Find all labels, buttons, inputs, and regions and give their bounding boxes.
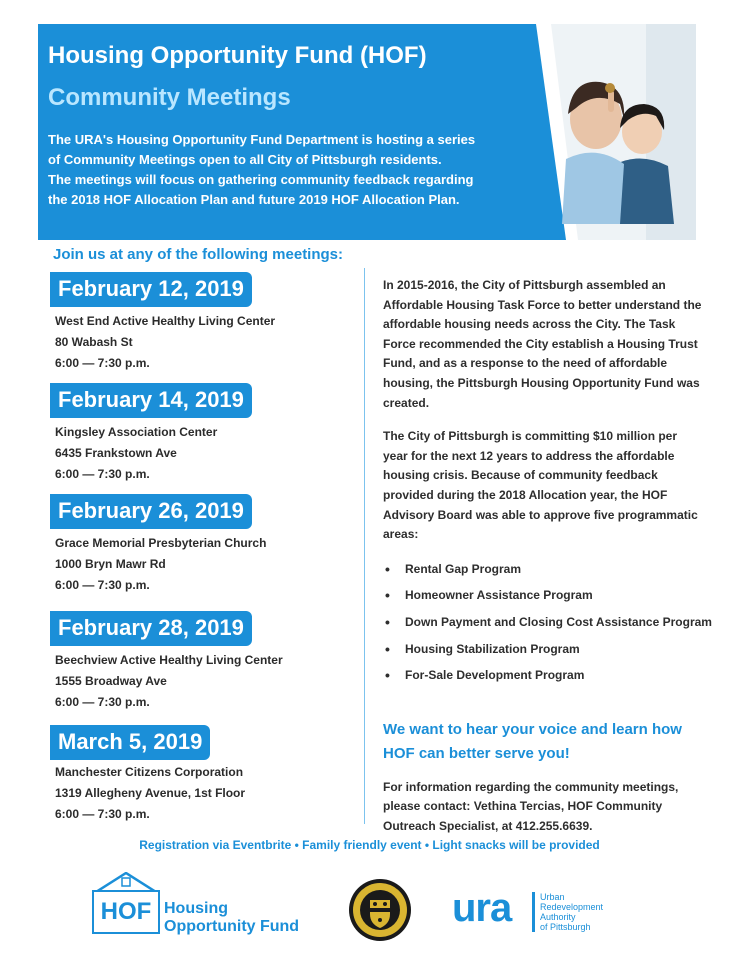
meeting-venue: West End Active Healthy Living Center [55, 314, 276, 328]
program-item: • Homeowner Assistance Program [383, 585, 703, 612]
meeting-time: 6:00 — 7:30 p.m. [55, 467, 150, 481]
meeting-item [50, 611, 350, 713]
ura-logo-mark: ura [452, 886, 512, 930]
program-item: • Housing Stabilization Program [383, 639, 703, 666]
header-banner [38, 24, 696, 240]
house-roof-icon [96, 872, 156, 892]
program-list [383, 559, 712, 692]
ura-logo-line: of Pittsburgh [540, 922, 591, 932]
hof-logo-line: Housing [164, 900, 228, 917]
meeting-venue: Grace Memorial Presbyterian Church [55, 536, 267, 550]
meeting-date: February 26, 2019 [50, 494, 252, 529]
program-item: • Rental Gap Program [383, 559, 703, 586]
info-paragraph: In 2015-2016, the City of Pittsburgh assembled an Affordable Housing Task Force to better understand the affordable housing needs across the City. The Task Force recommended the City establish a Housing Trust Fund, and as a response to the need of affordable housing, the Pittsburgh Housing Opportunity Fund was created. [383, 278, 702, 410]
join-heading: Join us at any of the following meetings: [53, 246, 344, 263]
ura-logo [452, 888, 632, 938]
hof-logo-text [164, 900, 299, 936]
city-seal-icon [348, 878, 412, 942]
page-subtitle: Community Meetings [48, 84, 291, 111]
meeting-date: February 14, 2019 [50, 383, 252, 418]
info-paragraph: The City of Pittsburgh is committing $10 million per year for the next 12 years to address the affordable housing crisis. Because of community feedback provided during the 2018 Allocation year, the HOF Advisory Board was able to approve five programmatic areas: [383, 429, 698, 542]
header-description [48, 130, 508, 210]
ura-logo-line: Urban [540, 892, 565, 902]
meeting-time: 6:00 — 7:30 p.m. [55, 807, 150, 821]
meeting-address: 1000 Bryn Mawr Rd [55, 557, 166, 571]
ura-logo-text [540, 892, 603, 932]
description-line: The URA's Housing Opportunity Fund Department is hosting a series [48, 132, 476, 147]
meeting-address: 1555 Broadway Ave [55, 674, 167, 688]
program-item: • Down Payment and Closing Cost Assistance Program [383, 612, 703, 639]
meeting-item [50, 725, 350, 825]
meeting-time: 6:00 — 7:30 p.m. [55, 356, 150, 370]
meeting-date: March 5, 2019 [50, 725, 210, 760]
footer-tagline: Registration via Eventbrite • Family friendly event • Light snacks will be provided [139, 838, 600, 852]
call-to-action: We want to hear your voice and learn how HOF can better serve you! [383, 720, 682, 762]
info-column [383, 276, 712, 836]
family-photo [496, 24, 696, 240]
description-line: the 2018 HOF Allocation Plan and future 2019 HOF Allocation Plan. [48, 192, 460, 207]
meeting-date: February 28, 2019 [50, 611, 252, 646]
meeting-venue: Kingsley Association Center [55, 425, 218, 439]
description-line: The meetings will focus on gathering community feedback regarding [48, 172, 474, 187]
ura-logo-divider [532, 892, 535, 932]
page-title: Housing Opportunity Fund (HOF) [48, 42, 427, 69]
ura-logo-line: Redevelopment [540, 902, 604, 912]
program-item: • For-Sale Development Program [383, 665, 703, 692]
hof-logo [92, 870, 322, 938]
meeting-item [50, 272, 350, 374]
meeting-address: 1319 Allegheny Avenue, 1st Floor [55, 786, 246, 800]
hof-logo-line: Opportunity Fund [164, 918, 300, 935]
meeting-time: 6:00 — 7:30 p.m. [55, 695, 150, 709]
meeting-venue: Beechview Active Healthy Living Center [55, 653, 283, 667]
hof-logo-mark: HOF [92, 890, 160, 934]
meeting-date: February 12, 2019 [50, 272, 252, 307]
meeting-address: 80 Wabash St [55, 335, 133, 349]
contact-info: For information regarding the community meetings, please contact: Vethina Tercias, HOF Community Outreach Specialist, at 412.255.6639. [383, 779, 679, 833]
meeting-address: 6435 Frankstown Ave [55, 446, 177, 460]
description-line: of Community Meetings open to all City of Pittsburgh residents. [48, 152, 442, 167]
ura-logo-line: Authority [540, 912, 576, 922]
meeting-venue: Manchester Citizens Corporation [55, 765, 244, 779]
column-divider [364, 268, 365, 824]
meeting-time: 6:00 — 7:30 p.m. [55, 578, 150, 592]
meeting-item [50, 383, 350, 485]
meeting-item [50, 494, 350, 596]
